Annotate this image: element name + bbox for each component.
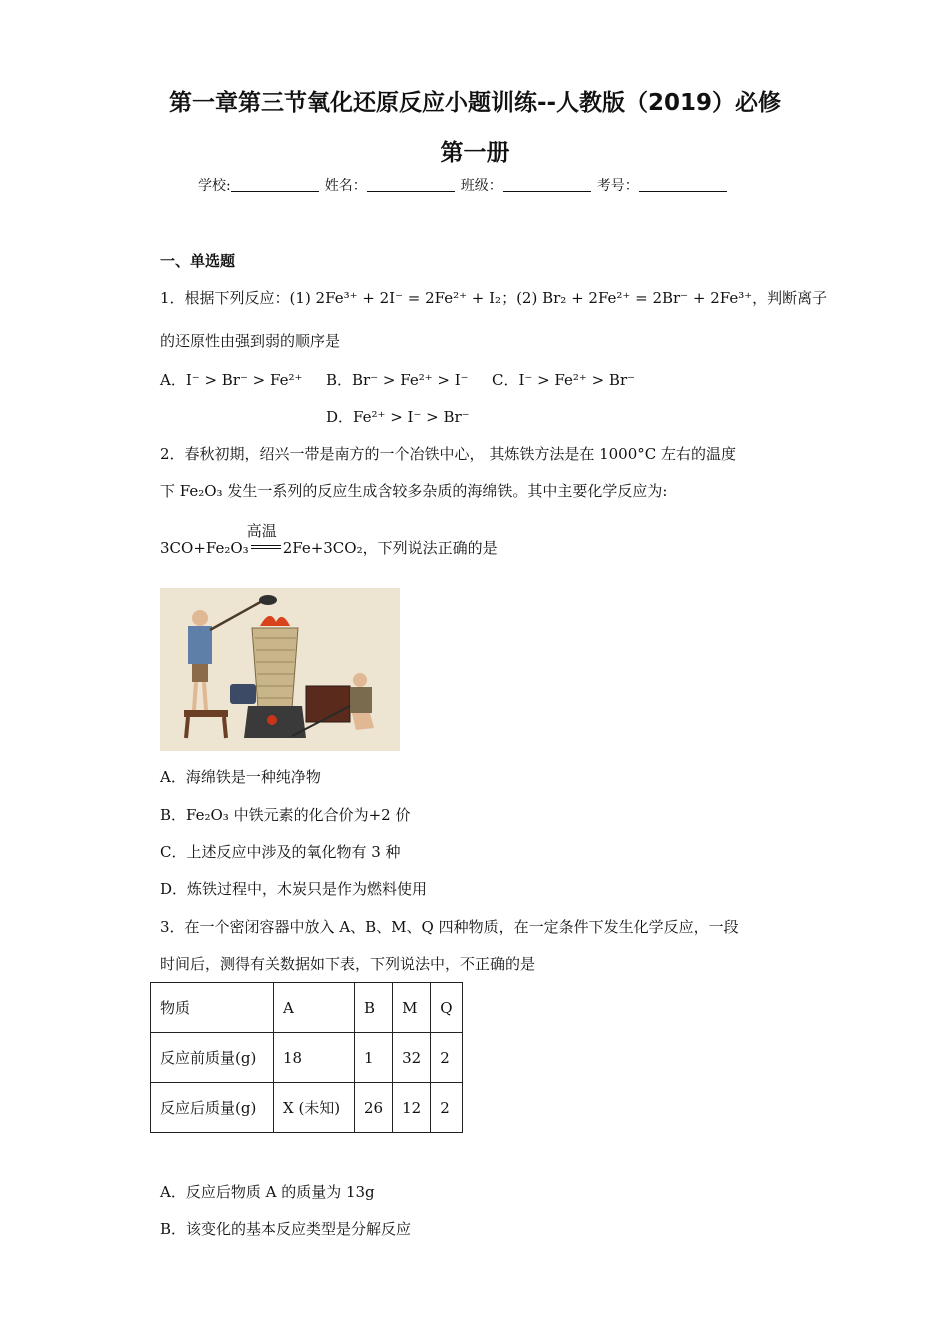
table-cell: 反应前质量(g) [151, 1033, 274, 1083]
table-cell: 12 [393, 1083, 431, 1133]
table-cell: Q [431, 983, 462, 1033]
exam-no-label: 考号： [596, 178, 639, 194]
page-title-line2: 第一册 [440, 140, 510, 166]
table-cell: 2 [431, 1033, 462, 1083]
q1-option-a: A．I⁻ > Br⁻ > Fe²⁺ [160, 371, 303, 389]
q1-option-d: D．Fe²⁺ > I⁻ > Br⁻ [326, 408, 470, 426]
student-info [198, 175, 733, 195]
school-blank [231, 177, 319, 192]
q1-option-b: B．Br⁻ > Fe²⁺ > I⁻ [326, 371, 469, 389]
q3-stem-line2: 时间后，测得有关数据如下表，下列说法中，不正确的是 [160, 955, 536, 973]
q3-stem-line1: 3．在一个密闭容器中放入 A、B、M、Q 四种物质，在一定条件下发生化学反应，一段 [160, 918, 739, 936]
table-cell: 2 [431, 1083, 462, 1133]
table-cell: 18 [274, 1033, 355, 1083]
q1-stem-line2: 的还原性由强到弱的顺序是 [160, 332, 341, 350]
q2-equation [160, 522, 498, 558]
table-cell: X (未知) [274, 1083, 355, 1133]
q2-stem-line2: 下 Fe₂O₃ 发生一系列的反应生成含较多杂质的海绵铁。其中主要化学反应为: [160, 482, 668, 500]
q2-option-b: B．Fe₂O₃ 中铁元素的化合价为+2 价 [160, 806, 411, 824]
section-heading: 一、单选题 [160, 252, 236, 270]
q2-eq-right: 2Fe+3CO₂，下列说法正确的是 [282, 539, 498, 557]
page-title-line1: 第一章第三节氧化还原反应小题训练--人教版（2019）必修 [168, 90, 782, 116]
name-blank [367, 177, 455, 192]
table-cell: 物质 [151, 983, 274, 1033]
q3-option-b: B．该变化的基本反应类型是分解反应 [160, 1220, 412, 1238]
name-label: 姓名： [324, 178, 367, 194]
table-row [151, 1033, 463, 1083]
table-cell: 1 [355, 1033, 393, 1083]
q2-eq-condition-arrow [246, 522, 283, 557]
table-cell: 反应后质量(g) [151, 1083, 274, 1133]
table-cell: A [274, 983, 355, 1033]
table-cell: 32 [393, 1033, 431, 1083]
q2-option-d: D．炼铁过程中，木炭只是作为燃料使用 [160, 880, 428, 898]
table-row [151, 1083, 463, 1133]
q2-eq-condition: 高温 [246, 522, 277, 540]
table-cell: M [393, 983, 431, 1033]
q1-option-c: C．I⁻ > Fe²⁺ > Br⁻ [492, 371, 636, 389]
q2-option-a: A．海绵铁是一种纯净物 [160, 768, 321, 786]
q3-data-table [150, 982, 463, 1133]
table-row [151, 983, 463, 1033]
exam-no-blank [639, 177, 727, 192]
q2-option-c: C．上述反应中涉及的氧化物有 3 种 [160, 843, 401, 861]
class-blank [503, 177, 591, 192]
table-cell: B [355, 983, 393, 1033]
class-label: 班级： [460, 178, 503, 194]
q2-stem-line1: 2．春秋初期，绍兴一带是南方的一个冶铁中心， 其炼铁方法是在 1000°C 左右的温度 [160, 445, 737, 463]
table-cell: 26 [355, 1083, 393, 1133]
q1-stem-line1: 1．根据下列反应：(1) 2Fe³⁺ + 2I⁻ = 2Fe²⁺ + I₂；(2) Br₂ + 2Fe²⁺ = 2Br⁻ + 2Fe³⁺，判断离子 [160, 289, 828, 307]
q2-eq-left: 3CO+Fe₂O₃ [160, 539, 249, 557]
school-label: 学校: [198, 178, 231, 194]
ancient-iron-smelting-illustration [160, 588, 400, 751]
q3-option-a: A．反应后物质 A 的质量为 13g [160, 1183, 375, 1201]
